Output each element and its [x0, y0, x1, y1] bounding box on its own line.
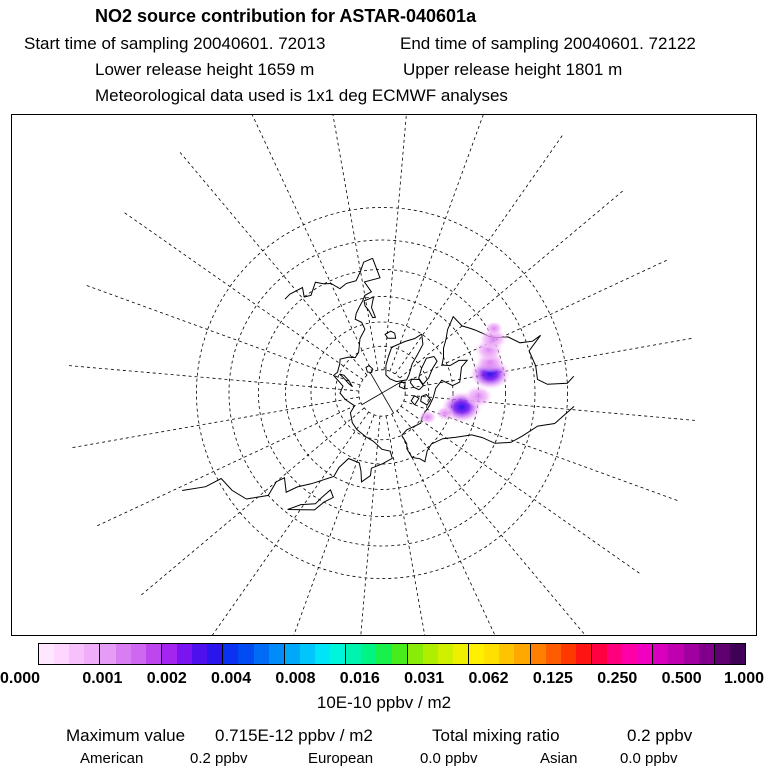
colorbar-tick-label: 0.016 — [339, 670, 380, 687]
meridian-line — [179, 151, 367, 375]
colorbar-swatch — [668, 644, 683, 664]
colorbar-swatch — [254, 644, 269, 664]
meridian-line — [384, 115, 410, 370]
colorbar-swatch — [592, 644, 607, 664]
colorbar-tick-label: 0.125 — [532, 670, 573, 687]
colorbar-swatch — [531, 644, 546, 664]
colorbar-swatch — [346, 644, 361, 664]
map-canvas — [12, 115, 757, 636]
colorbar-swatch — [39, 644, 54, 664]
start-time: Start time of sampling 20040601. 72013 — [24, 34, 326, 53]
coastline — [421, 395, 431, 406]
colorbar-swatch — [423, 644, 438, 664]
colorbar-swatch — [514, 644, 530, 664]
colorbar-swatch — [730, 644, 745, 664]
colorbar-swatch — [408, 644, 423, 664]
coastline — [288, 490, 334, 510]
region-american-value: 0.2 ppbv — [190, 750, 248, 767]
colorbar-swatch — [392, 644, 408, 664]
meridian-line — [85, 285, 360, 385]
colorbar-swatch — [684, 644, 699, 664]
coastline — [385, 331, 396, 338]
colorbar-swatch — [177, 644, 192, 664]
coastline — [364, 297, 375, 318]
colorbar-tick-label: 0.500 — [661, 670, 702, 687]
colorbar-swatch — [116, 644, 131, 664]
coastline — [410, 379, 423, 390]
pole-axis-line — [362, 381, 402, 404]
coastline — [419, 357, 437, 385]
colorbar-swatch — [315, 644, 330, 664]
colorbar-swatch — [269, 644, 285, 664]
lower-release-height: Lower release height 1659 m — [95, 60, 315, 79]
colorbar-swatch — [361, 644, 376, 664]
coastline — [386, 334, 423, 382]
colorbar-tick-label: 0.250 — [597, 670, 638, 687]
colorbar-swatch — [453, 644, 469, 664]
colorbar-swatch — [54, 644, 69, 664]
meridian-line — [140, 408, 364, 596]
colorbar-tick-label: 0.008 — [275, 670, 316, 687]
max-value-label: Maximum value — [66, 726, 186, 745]
meridian-line — [397, 411, 585, 635]
region-asian-value: 0.0 ppbv — [620, 750, 678, 767]
colorbar-swatch — [376, 644, 391, 664]
colorbar-swatch — [715, 644, 730, 664]
colorbar-tick-label: 0.004 — [211, 670, 252, 687]
colorbar-swatch — [238, 644, 253, 664]
coastline — [411, 396, 419, 405]
colorbar-swatch — [223, 644, 238, 664]
polar-map — [11, 114, 757, 636]
colorbar — [38, 643, 746, 665]
colorbar-tick-label: 0.001 — [82, 670, 123, 687]
colorbar-swatch — [330, 644, 346, 664]
colorbar-swatch — [84, 644, 100, 664]
meridian-line — [405, 338, 693, 389]
colorbar-swatch — [207, 644, 223, 664]
upper-release-height: Upper release height 1801 m — [403, 60, 623, 79]
plume-layer — [418, 321, 511, 424]
colorbar-swatch — [653, 644, 668, 664]
meridian-line — [354, 416, 380, 636]
meridian-line — [249, 115, 373, 372]
map-title: NO2 source contribution for ASTAR-040601a — [95, 6, 477, 26]
end-time: End time of sampling 20040601. 72122 — [400, 34, 696, 53]
colorbar-swatch — [576, 644, 592, 664]
region-european-label: European — [308, 750, 374, 767]
colorbar-swatch — [192, 644, 207, 664]
colorbar-swatch — [100, 644, 115, 664]
colorbar-swatch — [469, 644, 484, 664]
region-american-label: American — [80, 750, 144, 767]
coastlines — [182, 258, 574, 510]
colorbar-swatch — [146, 644, 162, 664]
region-european-value: 0.0 ppbv — [420, 750, 478, 767]
plume-blob — [485, 321, 503, 335]
colorbar-tick-label: 0.002 — [146, 670, 187, 687]
meridian-line — [96, 403, 361, 527]
colorbar-swatch — [637, 644, 653, 664]
meteo-data-note: Meteorological data used is 1x1 deg ECMWF analyses — [95, 86, 508, 105]
total-mixing-label: Total mixing ratio — [432, 726, 560, 745]
meridian-line — [123, 212, 363, 380]
colorbar-swatch — [546, 644, 561, 664]
colorbar-tick-label: 0.062 — [468, 670, 509, 687]
colorbar-swatch — [699, 644, 715, 664]
colorbar-units: 10E-10 ppbv / m2 — [316, 693, 452, 712]
colorbar-swatch — [131, 644, 146, 664]
meridian-line — [392, 414, 516, 636]
colorbar-swatch — [438, 644, 453, 664]
colorbar-swatch — [484, 644, 499, 664]
colorbar-swatch — [607, 644, 622, 664]
meridian-line — [401, 406, 641, 574]
plume-blob — [436, 406, 454, 420]
meridian-line — [390, 115, 490, 371]
colorbar-tick-label: 1.000 — [723, 670, 764, 687]
meridian-line — [400, 190, 624, 378]
max-value: 0.715E-12 ppbv / m2 — [215, 726, 373, 745]
colorbar-swatch — [622, 644, 637, 664]
total-mixing-value: 0.2 ppbv — [627, 726, 693, 745]
colorbar-tick-label: 0.031 — [404, 670, 445, 687]
colorbar-swatch — [300, 644, 315, 664]
region-asian-label: Asian — [540, 750, 578, 767]
colorbar-swatch — [162, 644, 177, 664]
colorbar-swatch — [561, 644, 576, 664]
plume-blob — [418, 410, 436, 424]
colorbar-swatch — [499, 644, 514, 664]
meridian-line — [71, 397, 359, 448]
colorbar-tick-label: 0.000 — [0, 670, 41, 687]
colorbar-swatch — [69, 644, 84, 664]
graticule — [67, 115, 696, 636]
colorbar-swatch — [285, 644, 300, 664]
